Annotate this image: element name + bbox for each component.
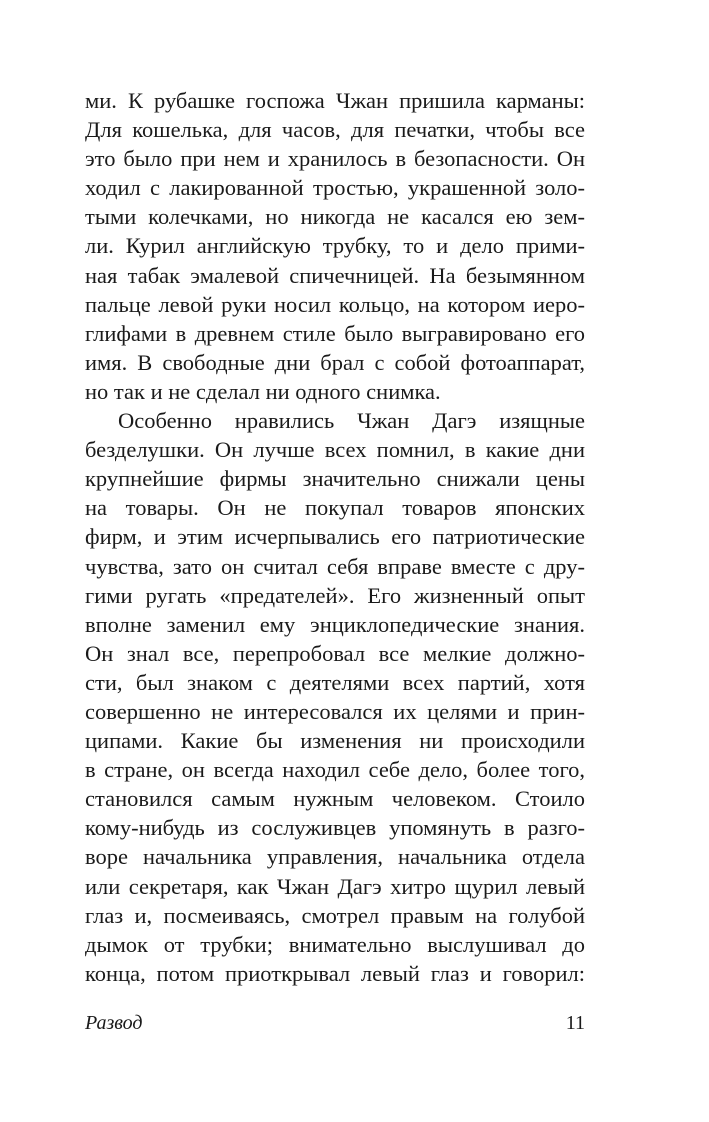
text-line: в стране, он всегда находил себе дело, более того, — [85, 757, 585, 783]
text-line: гими ругать «предателей». Его жизненный опыт — [85, 582, 585, 608]
text-line: вполне заменил ему энциклопедические знания. — [85, 611, 585, 637]
running-title: Развод — [85, 1012, 143, 1034]
text-line: фирм, и этим исчерпывались его патриотические — [85, 524, 585, 550]
text-line: ли. Курил английскую трубку, то и дело прими- — [85, 233, 585, 259]
text-line: или секретаря, как Чжан Дагэ хитро щурил левый — [85, 873, 585, 899]
page-footer — [85, 1008, 585, 1038]
paragraph-first-line: Особенно нравились Чжан Дагэ изящные — [118, 408, 585, 434]
text-line: глаз и, посмеиваясь, смотрел правым на голубой — [85, 902, 585, 928]
page-number: 11 — [565, 1012, 585, 1034]
text-line: глифами в древнем стиле было выгравировано его — [85, 320, 585, 346]
text-line: становился самым нужным человеком. Стоило — [85, 786, 585, 812]
text-line: дымок от трубки; внимательно выслушивал до — [85, 931, 585, 957]
text-line: кому-нибудь из сослуживцев упомянуть в разго- — [85, 815, 585, 841]
body-text — [85, 86, 585, 988]
text-line: воре начальника управления, начальника отдела — [85, 844, 585, 870]
text-line: крупнейшие фирмы значительно снижали цены — [85, 466, 585, 492]
text-line: конца, потом приоткрывал левый глаз и говорил: — [85, 960, 585, 986]
text-line: Для кошелька, для часов, для печатки, чтобы все — [85, 117, 585, 143]
text-line: ми. К рубашке госпожа Чжан пришила карманы: — [85, 88, 585, 113]
text-line: чувства, зато он считал себя вправе вместе с дру- — [85, 553, 585, 579]
text-line: ная табак эмалевой спичечницей. На безымянном — [85, 262, 585, 288]
text-line: безделушки. Он лучше всех помнил, в какие дни — [85, 437, 585, 463]
text-line: это было при нем и хранилось в безопасности. Он — [85, 146, 585, 172]
text-line: сти, был знаком с деятелями всех партий, хотя — [85, 669, 585, 695]
text-line: Он знал все, перепробовал все мелкие должно- — [85, 640, 585, 666]
text-line: тыми колечками, но никогда не касался ею зем- — [85, 204, 585, 230]
text-line: но так и не сделал ни одного снимка. — [85, 378, 441, 404]
text-line: совершенно не интересовался их целями и прин- — [85, 698, 585, 724]
text-line: ходил с лакированной тростью, украшенной золо- — [85, 175, 585, 201]
text-line: ципами. Какие бы изменения ни происходили — [85, 728, 585, 754]
text-line: на товары. Он не покупал товаров японских — [85, 495, 585, 521]
text-line: пальце левой руки носил кольцо, на котором иеро- — [85, 291, 585, 317]
text-line: имя. В свободные дни брал с собой фотоаппарат, — [85, 349, 585, 375]
